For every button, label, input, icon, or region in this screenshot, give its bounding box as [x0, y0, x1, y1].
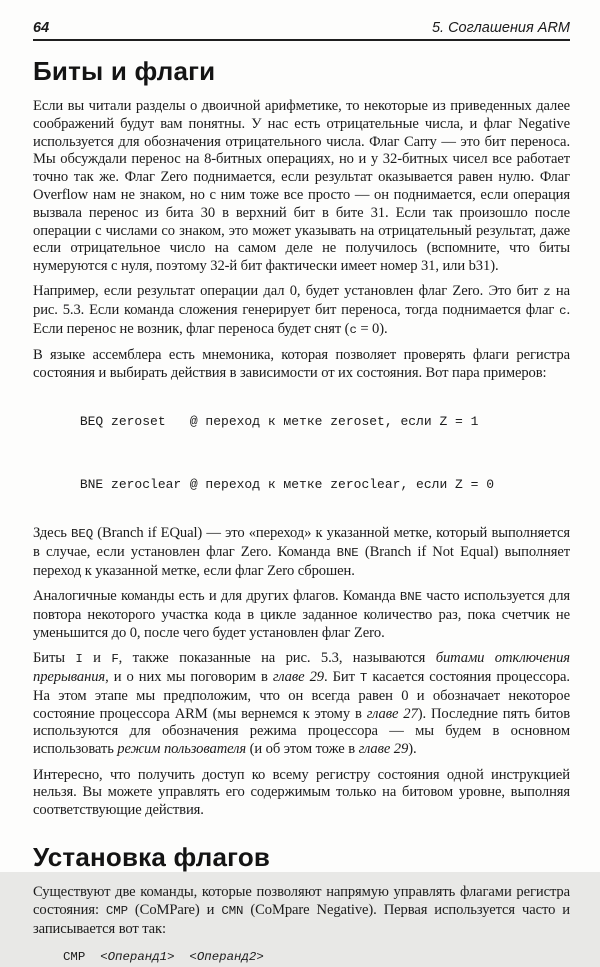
instruction-mnemonic: BNE zeroclear [79, 477, 182, 493]
section-title-bits-and-flags: Биты и флаги [33, 56, 216, 86]
paragraph-status-register-access: Интересно, что получить доступ ко всему регистру состояния одной инструкцией нельзя. Вы можете управлять его содержимым только на битовом уровне, выполняя соответствующие действия. [33, 766, 570, 819]
code-line-beq [33, 390, 570, 453]
paragraph-flags-intro: Если вы читали разделы о двоичной арифметике, то некоторые из приведенных далее соображений будут вам понятны. У нас есть отрицательные числа, и флаг Negative используется для обозначения отрицательного числа. Флаг Carry — это бит переноса. Мы обсуждали перенос на 8-битных операциях, но и у 32-битных чисел все работает точно так же. Флаг Zero поднимается, если результат оказывается равен нулю. Флаг Overflow нам не знаком, но с ним тоже все просто — он поднимается, если операция вызвала перенос из бита 30 в верхний бит в бите 31. Если так произошло после операции с числами со знаком, это может указывать на отрицательный результат, даже если отрицательное число на самом деле не получилось (вспомните, что биты нумеруются с нуля, поэтому 32-й бит фактически имеет номер 31, или b31). [33, 98, 570, 275]
page-number: 64 [33, 20, 50, 36]
paragraph-zero-flag-example: Например, если результат операции дал 0, будет установлен флаг Zero. Это бит z на рис. 5.3. Если команда сложения генерирует бит переноса, тогда поднимается флаг c. Если перенос не возник, флаг переноса будет снят (c = 0). [33, 283, 570, 338]
paragraph-beq-bne-explanation: Здесь BEQ (Branch if EQual) — это «переход» к указанной метке, который выполняется в случае, если установлен флаг Zero. Команда BNE (Branch if Not Equal) выполняет переход к указанной метке, если флаг Zero сброшен. [33, 525, 570, 580]
paragraph-cmp-cmn-intro: Существуют две команды, которые позволяют напрямую управлять флагами регистра состояния: CMP (CoMPare) и CMN (CoMpare Negative). Первая используется часто и записывается вот так: [33, 883, 571, 937]
page-header [33, 20, 570, 41]
paragraph-mnemonics-intro: В языке ассемблера есть мнемоника, которая позволяет проверять флаги регистра состояния и выбирать действия в зависимости от их состояния. Вот пара примеров: [33, 347, 570, 382]
code-comment: @ переход к метке zeroset, если Z = 1 [189, 414, 479, 430]
code-block-branch-examples [33, 390, 570, 516]
cmp-syntax-line: CMP <Операнд1> <Операнд2> [63, 950, 264, 965]
code-comment: @ переход к метке zeroclear, если Z = 0 [189, 477, 495, 493]
section-title-setting-flags: Установка флагов [33, 841, 271, 872]
paragraph-interrupt-bits: Биты I и F, также показанные на рис. 5.3, называются битами отключения прерывания, и о них мы поговорим в главе 29. Бит T касается состояния процессора. На этом этапе мы предположим, что он всегда равен 0 и обозначает некоторое состояние процессора ARM (мы вернемся к этому в главе 27). Последние пять битов используются для обозначения режима процессора — мы будем в основном использовать режим пользователя (и об этом тоже в главе 29). [33, 650, 570, 758]
chapter-title: 5. Соглашения ARM [431, 20, 570, 36]
code-line-bne [33, 453, 570, 516]
instruction-mnemonic: BEQ zeroset [79, 414, 166, 430]
paragraph-bne-loop-usage: Аналогичные команды есть и для других флагов. Команда BNE часто используется для повтора некоторого участка кода в цикле заданное количество раз, пока счетчик не уменьшится до 0, после чего будет установлен флаг Zero. [33, 588, 570, 641]
